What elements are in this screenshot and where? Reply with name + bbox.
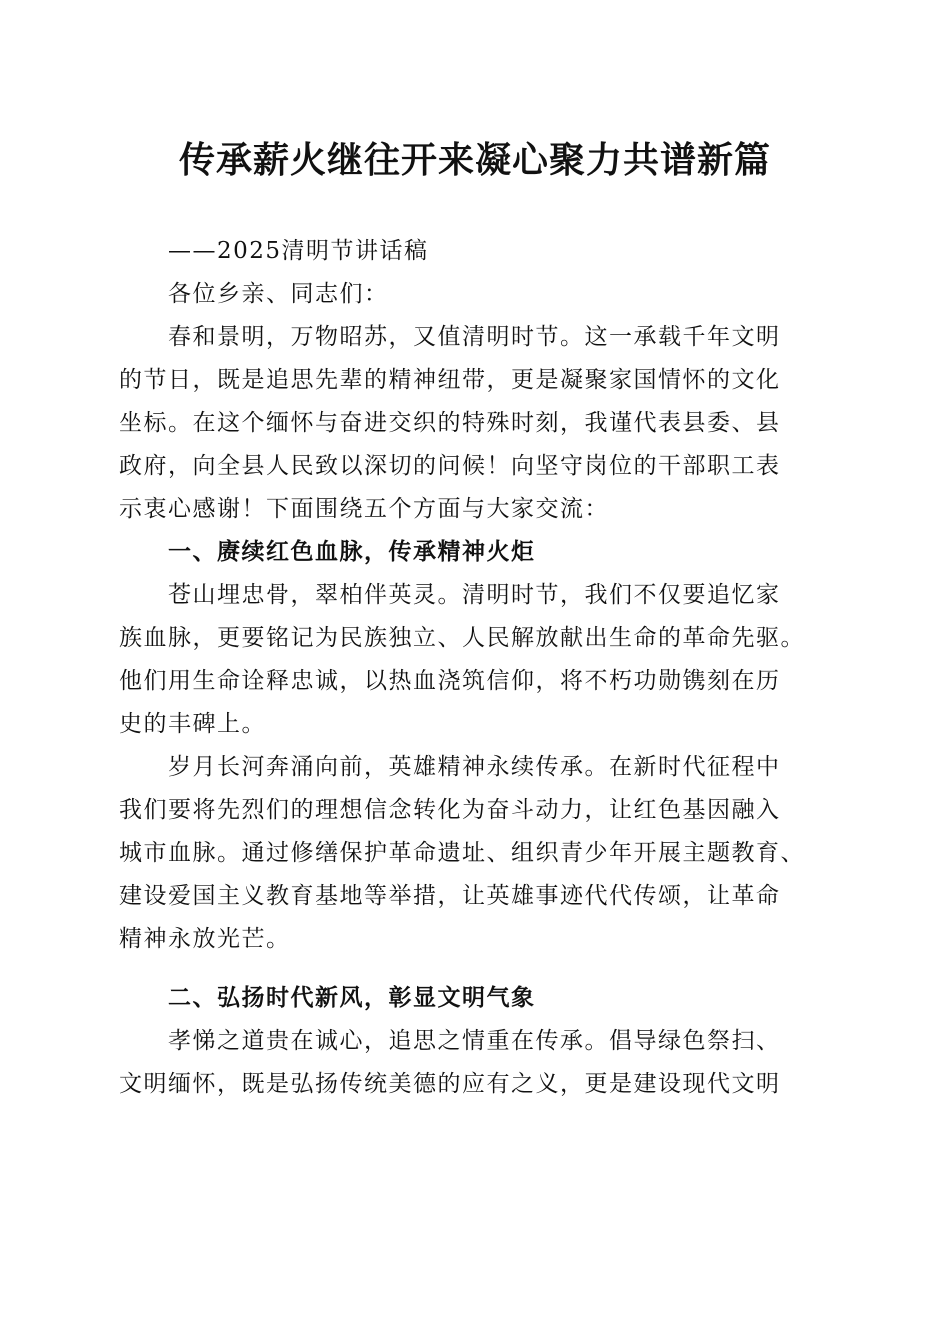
section-heading-1: 一、赓续红色血脉，传承精神火炬	[168, 539, 536, 565]
section2-paragraph-1	[119, 1020, 831, 1106]
section1-paragraph-2	[119, 746, 831, 961]
paragraph-line: 孝悌之道贵在诚心，追思之情重在传承。倡导绿色祭扫、	[168, 1028, 781, 1054]
paragraph-line: 的节日，既是追思先辈的精神纽带，更是凝聚家国情怀的文化	[119, 367, 781, 393]
subtitle: ——2025清明节讲话稿	[168, 238, 429, 264]
paragraph-line: 岁月长河奔涌向前，英雄精神永续传承。在新时代征程中	[168, 754, 781, 780]
paragraph-line: 坐标。在这个缅怀与奋进交织的特殊时刻，我谨代表县委、县	[119, 410, 781, 436]
section-heading-2: 二、弘扬时代新风，彰显文明气象	[168, 985, 536, 1011]
paragraph-line: 精神永放光芒。	[119, 926, 291, 952]
paragraph-line: 政府，向全县人民致以深切的问候！向坚守岗位的干部职工表	[119, 453, 781, 479]
paragraph-line: 城市血脉。通过修缮保护革命遗址、组织青少年开展主题教育、	[119, 840, 805, 866]
intro-paragraph	[119, 316, 831, 531]
section1-paragraph-1	[119, 574, 831, 746]
document-body	[119, 230, 831, 1106]
paragraph-line: 文明缅怀，既是弘扬传统美德的应有之义，更是建设现代文明	[119, 1071, 781, 1097]
paragraph-line: 建设爱国主义教育基地等举措，让英雄事迹代代传颂，让革命	[119, 883, 781, 909]
paragraph-line: 族血脉，更要铭记为民族独立、人民解放献出生命的革命先驱。	[119, 625, 805, 651]
paragraph-line: 苍山埋忠骨，翠柏伴英灵。清明时节，我们不仅要追忆家	[168, 582, 781, 608]
paragraph-line: 示衷心感谢！下面围绕五个方面与大家交流：	[119, 496, 609, 522]
paragraph-line: 春和景明，万物昭苏，又值清明时节。这一承载千年文明	[168, 324, 781, 350]
document-title: 传承薪火继往开来凝心聚力共谱新篇	[178, 139, 771, 181]
paragraph-line: 史的丰碑上。	[119, 711, 266, 737]
salutation: 各位乡亲、同志们：	[168, 281, 389, 307]
paragraph-line: 我们要将先烈们的理想信念转化为奋斗动力，让红色基因融入	[119, 797, 781, 823]
paragraph-gap	[119, 961, 831, 977]
paragraph-line: 他们用生命诠释忠诚，以热血浇筑信仰，将不朽功勋镌刻在历	[119, 668, 781, 694]
